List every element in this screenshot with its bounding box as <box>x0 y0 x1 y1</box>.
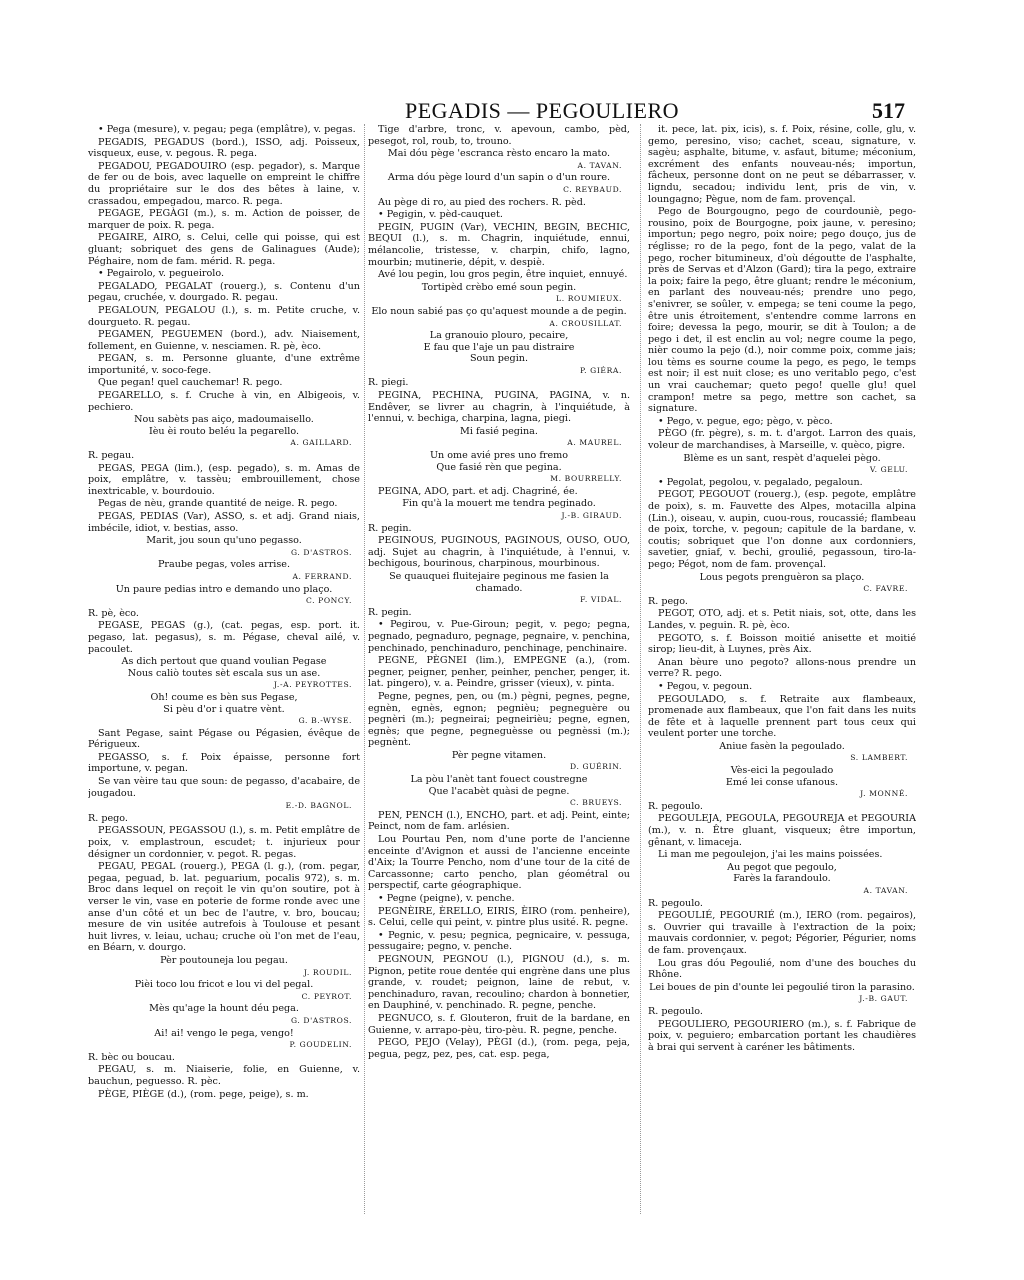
quotation-line: Ièu èi routo beléu la pegarello. <box>148 425 300 437</box>
dictionary-entry: PEGOT, PEGOUOT (rouerg.), (esp. pegote, emplâtre de poix), s. m. Fauvette des Alpes, motacilla alpina (Lin.), oiseau, v. aupin, cuou-rous, roucassié; flambeau de poix, torche, v. pegoun; capitule de la bardane, v. coutis; sobriquet que l'on donne aux cordonniers, savetier, gniaf, v. bechi, groulié, pegassoun, tiro-la-pego; Pégot, nom de fam. provençal. <box>648 489 916 570</box>
etymology-ref: R. pegoulo. <box>648 1005 703 1017</box>
dictionary-entry: Lou gras dóu Pegoulié, nom d'une des bouches du Rhône. <box>648 957 916 981</box>
etymology-ref: R. pegau. <box>88 450 135 462</box>
dictionary-entry: PEGOULIÉ, PEGOURIÉ (m.), IERO (rom. pegairos), s. Ouvrier qui travaille à l'extraction de la poix; mauvais cordonnier, v. pegot; Pégorier, Pégurier, noms de fam. provençaux. <box>648 910 916 956</box>
dictionary-entry: • Pegolat, pegolou, v. pegalado, pegaloun. <box>658 476 863 488</box>
dictionary-entry: Sant Pegase, saint Pégase ou Pégasien, évêque de Périgueux. <box>88 727 360 751</box>
dictionary-entry: PEGOULADO, s. f. Retraite aux flambeaux, promenade aux flambeaux, que l'on fait dans les nuits de fête et à laquelle prennent part tous ceux qui veulent porter une torche. <box>648 693 916 740</box>
quotation-line: Elo noun sabié pas ço qu'aquest mounde a de pegin. <box>371 305 627 317</box>
quotation-line: Lous pegots prenguèron sa plaço. <box>699 571 865 583</box>
quotation-author: C. BRUEYS. <box>570 798 622 808</box>
dictionary-entry: • Pegigin, v. pèd-cauquet. <box>378 209 503 221</box>
dictionary-entry: Avé lou pegin, lou gros pegin, être inquiet, ennuyé. <box>378 269 628 281</box>
dictionary-entry: PEGARELLO, s. f. Cruche à vin, en Albigeois, v. pechiero. <box>88 390 360 413</box>
dictionary-entry: PEGOULEJA, PEGOULA, PEGOUREJA et PEGOURIA (m.), v. n. Être gluant, visqueux; être importun, gênant, v. limaceja. <box>648 813 916 848</box>
etymology-ref: R. pego. <box>648 595 688 607</box>
quotation-author: G. B.-WYSE. <box>298 716 352 726</box>
quotation-line: Oh! coume es bèn sus Pegase, <box>150 691 298 703</box>
quotation-line: Lei boues de pin d'ounte lei pegoulié tiron la parasino. <box>649 981 915 993</box>
column-divider <box>640 124 641 1214</box>
dictionary-entry: PEGASSO, s. f. Poix épaisse, personne fort importune, v. pegan. <box>88 751 360 775</box>
etymology-ref: R. pegoulo. <box>648 897 703 909</box>
dictionary-entry: PEGOULIERO, PEGOURIERO (m.), s. f. Fabrique de poix, v. peguiero; embarcation portant les chaudières à brai qui servent à caréner les bâtiments. <box>648 1018 916 1053</box>
dictionary-entry: PEGOT, OTO, adj. et s. Petit niais, sot, otte, dans les Landes, v. peguin. R. pè, èco. <box>648 608 916 631</box>
etymology-ref: R. pego. <box>88 812 128 824</box>
quotation-line: Soun pegin. <box>469 353 528 365</box>
quotation-line: Blème es un sant, respèt d'aquelei pègo. <box>683 452 881 464</box>
etymology-ref: R. pegin. <box>368 606 412 618</box>
quotation-line: Au pegot que pegoulo, <box>727 861 837 873</box>
quotation-line: Que l'acabèt quàsi de pegne. <box>428 785 570 797</box>
quotation-line: Se quauquei fluitejaire peginous me fasien la chamado. <box>389 570 609 594</box>
quotation-author: L. ROUMIEUX. <box>556 294 622 304</box>
dictionary-entry: Au pège di ro, au pied des rochers. R. pèd. <box>378 196 586 208</box>
quotation-author: J. MONNÉ. <box>860 789 908 799</box>
dictionary-entry: PÈGE, PIÈGE (d.), (rom. pege, peige), s. m. <box>98 1088 309 1100</box>
quotation-line: Ai! ai! vengo le pega, vengo! <box>154 1027 294 1039</box>
quotation-author: G. D'ASTROS. <box>290 547 352 557</box>
dictionary-entry: PEGASSOUN, PEGASSOU (l.), s. m. Petit emplâtre de poix, v. emplastroun, escudet; t. injurieux pour désigner un cordonnier, v. pegot. R. pegas. <box>88 825 360 860</box>
quotation-line: Nous caliò toutes sèt escala sus un ase. <box>127 667 321 679</box>
quotation-line: Tortipèd crèbo emé soun pegin. <box>421 281 577 293</box>
quotation-author: J.-B. GAUT. <box>859 994 908 1004</box>
column-divider <box>364 124 365 1214</box>
dictionary-entry: PEGINA, ADO, part. et adj. Chagriné, ée. <box>378 485 578 497</box>
quotation-author: V. GELU. <box>869 465 908 475</box>
dictionary-entry: PEGAN, s. m. Personne gluante, d'une extrême importunité, v. soco-fege. <box>88 353 360 376</box>
dictionary-entry: PEGAGE, PEGÀGI (m.), s. m. Action de poisser, de marquer de poix. R. pega. <box>88 208 360 231</box>
dictionary-entry: • Pegairolo, v. pegueirolo. <box>98 268 224 280</box>
page-title: PEGADIS — PEGOULIERO <box>405 98 679 123</box>
dictionary-entry: Pegne, pegnes, pen, ou (m.) pègni, pegnes, pegne, egnèn, egnès, egnon; pegnièu; pegneguère ou pegnèri (m.); pegneirai; pegneirièu; pegne, egnen, egnès; que pegne, pegneguèsse ou pegnèssi (m.); pegnènt. <box>368 690 630 749</box>
column-3 <box>648 124 916 1222</box>
dictionary-entry: PEGIN, PUGIN (Var), VECHIN, BEGIN, BECHIC, BEQUI (l.), s. m. Chagrin, inquiétude, ennui, mélancolie, tristesse, v. charpin, chifo, lagno, mourbin; mutinerie, dépit, v. despiè. <box>368 221 630 268</box>
quotation-author: A. GAILLARD. <box>290 438 352 448</box>
quotation-line: Praube pegas, voles arrise. <box>157 559 291 571</box>
dictionary-entry: PEGINOUS, PUGINOUS, PAGINOUS, OUSO, OUO, adj. Sujet au chagrin, à l'inquiétude, à l'ennui, v. bechigous, bourinous, charpinous, mourbinous. <box>368 535 630 570</box>
quotation-author: A. TAVAN. <box>577 160 622 170</box>
dictionary-entry: PEGOTO, s. f. Boisson moitié anisette et moitié sirop; lieu-dit, à Luynes, près Aix. <box>648 632 916 656</box>
dictionary-entry: PEGAU, PEGAL (rouerg.), PEGA (l. g.), (rom. pegar, pegaa, peguad, b. lat. peguarium, pocalis 972), s. m. Broc dans lequel on reçoit le vin qu'on soutire, pot à verser le vin, vase en poterie de forme ronde avec une anse d'un côté et un bec de l'autre, v. bro, boucau; mesure de vin usitée autrefois à Toulouse et pesant huit livres, v. leiau, uchau; cruche où l'on met de l'eau, en Béarn, v. dourgo. <box>88 861 360 954</box>
dictionary-entry: PEGO, PEJO (Velay), PÈGI (d.), (rom. pega, peja, pegua, pegz, pez, pes, cat. esp. pega, <box>368 1037 630 1060</box>
quotation-author: A. MAUREL. <box>567 438 622 448</box>
quotation-line: Si pèu d'or i quatre vènt. <box>163 703 285 715</box>
quotation-line: Pièi toco lou fricot e lou vi del pegal. <box>134 979 314 991</box>
quotation-line: Mi fasié pegina. <box>460 425 538 437</box>
quotation-line: Fin qu'à la mouert me tendra peginado. <box>402 498 596 510</box>
dictionary-entry: • Pegirou, v. Pue-Giroun; pegit, v. pego; pegna, pegnado, pegnaduro, pegnage, pegnaire, v. penchina, penchinado, penchinaduro, penchinage, penchinaire. <box>368 619 630 654</box>
dictionary-entry: • Pego, v. pegue, ego; pègo, v. pèco. <box>658 415 833 427</box>
quotation-line: Emé lei conse ufanous. <box>725 776 839 788</box>
dictionary-entry: PEGAS, PEGA (lim.), (esp. pegado), s. m. Amas de poix, emplâtre, v. tassèu; embrouillement, chose inextricable, v. bourdouio. <box>88 462 360 497</box>
dictionary-entry: • Pegne (peigne), v. penche. <box>378 893 515 904</box>
dictionary-entry: Anan bèure uno pegoto? allons-nous prendre un verre? R. pego. <box>648 656 916 680</box>
quotation-author: C. REYBAUD. <box>563 184 622 194</box>
column-2 <box>368 124 630 1222</box>
dictionary-entry: Que pegan! quel cauchemar! R. pego. <box>98 377 283 389</box>
dictionary-entry: Pegas de nèu, grande quantité de neige. R. pego. <box>98 498 338 510</box>
quotation-line: Mès qu'age la hount déu pega. <box>149 1003 299 1015</box>
quotation-line: Mai dóu pège 'escranca rèsto encaro la mato. <box>387 148 611 160</box>
dictionary-entry: PÈGO (fr. pègre), s. m. t. d'argot. Larron des quais, voleur de marchandises, à Marseille, v. quèco, pigre. <box>648 428 916 452</box>
column-1 <box>88 124 360 1222</box>
quotation-line: Marit, jou soun qu'uno pegasso. <box>146 535 302 547</box>
etymology-ref: R. pè, èco. <box>88 607 139 619</box>
quotation-line: Pèr pegne vitamen. <box>451 749 547 761</box>
etymology-ref: R. bèc ou boucau. <box>88 1051 175 1063</box>
quotation-line: Nou sabèts pas aiço, madoumaisello. <box>134 414 314 426</box>
quotation-author: M. BOURRELLY. <box>550 474 622 484</box>
dictionary-entry: • Pegou, v. pegoun. <box>658 680 753 692</box>
dictionary-entry: Se van vèire tau que soun: de pegasso, d'acabaire, de jougadou. <box>88 776 360 799</box>
dictionary-entry: PEGADIS, PEGADUS (bord.), ISSO, adj. Poisseux, visqueux, euse, v. pegous. R. pega. <box>88 136 360 160</box>
quotation-line: Arma dóu pège lourd d'un sapin o d'un roure. <box>387 172 611 184</box>
quotation-author: C. PONCY. <box>305 596 352 606</box>
dictionary-entry: Pego de Bourgougno, pego de courdouniè, pego-rousino, poix de Bourgogne, poix jaune, v. peresino; importun; pego negro, poix noire; pego douço, jus de réglisse; ro de la pego, font de la pego, valat de la pego, rocher bitumineux, d'où dégoutte de l'asphalte, près de Servas et d'Alzon (Gard); tira la pego, extraire la poix; faire la pego, être gluant; rendre le méconium, en parlant des nouveau-nés; prendre uno pego, s'enivrer, se soûler, v. empega; se teni coume la pego, être unis étroitement, s'entendre comme larrons en foire; devessa la pego, mourir, se dit à Toulon; a de pego i det, il est enclin au vol; negre coume la pego, nièr coumo la pejo (d.), noir comme poix, comme jais; lou tèms es sourne coume la pego, es pego, le temps est noir; il est nuit close; es uno veritablo pego, c'est un vrai cauchemar; queto pego! quelle glu! quel crampon! metre sa pego, mettre son cachet, sa signature. <box>648 206 916 415</box>
dictionary-entry: • Pegnic, v. pesu; pegnica, pegnicaire, v. pessuga, pessugaire; pegno, v. penche. <box>368 929 630 953</box>
quotation-author: G. D'ASTROS. <box>290 1015 352 1025</box>
dictionary-entry: PEGNUCO, s. f. Glouteron, fruit de la bardane, en Guienne, v. arrapo-pèu, tiro-pèu. R. pegne, penche. <box>368 1012 630 1036</box>
dictionary-entry: PEGNOUN, PEGNOU (l.), PIGNOU (d.), s. m. Pignon, petite roue dentée qui engrène dans une plus grande, v. roudet; peignon, laine de rebut, v. penchinaduro, ravan, recoulino; chardon à bonnetier, en Dauphiné, v. penchinado. R. pegne, penche. <box>368 953 630 1012</box>
quotation-author: P. GIÉRA. <box>579 365 622 375</box>
quotation-line: Farès la farandoulo. <box>733 873 831 885</box>
quotation-line: Aniue fasèn la pegoulado. <box>719 740 845 752</box>
quotation-author: F. VIDAL. <box>580 595 622 605</box>
dictionary-entry: PEGAS, PEDIAS (Var), ASSO, s. et adj. Grand niais, imbécile, idiot, v. bestias, asso. <box>88 511 360 534</box>
quotation-author: P. GOUDELIN. <box>289 1040 352 1050</box>
quotation-author: S. LAMBERT. <box>850 753 908 763</box>
quotation-line: Pèr poutouneja lou pegau. <box>160 954 288 966</box>
quotation-author: A. TAVAN. <box>863 886 908 895</box>
quotation-author: J.-A. PEYROTTES. <box>273 680 352 690</box>
dictionary-entry: • Pega (mesure), v. pegau; pega (emplâtre), v. pegas. <box>98 124 356 135</box>
quotation-author: A. FERRAND. <box>292 571 352 581</box>
dictionary-entry: PEGINA, PECHINA, PUGINA, PAGINA, v. n. Endêver, se livrer au chagrin, à l'inquiétude, à l'ennui, v. bechiga, charpina, lagna, piegi. <box>368 390 630 425</box>
etymology-ref: R. pegin. <box>368 522 412 534</box>
dictionary-entry: PEGASE, PEGAS (g.), (cat. pegas, esp. port. it. pegaso, lat. pegasus), s. m. Pégase, cheval ailé, v. pacoulet. <box>88 620 360 655</box>
quotation-author: J.-B. GIRAUD. <box>561 511 622 520</box>
quotation-author: C. PEYROT. <box>301 991 352 1001</box>
dictionary-entry: PEGAMEN, PEGUEMEN (bord.), adv. Niaisement, follement, en Guienne, v. nesciamen. R. pè, èco. <box>88 329 360 352</box>
quotation-line: Que fasié rèn que pegina. <box>436 461 562 473</box>
dictionary-entry: PEGADOU, PEGADOUIRO (esp. pegador), s. Marque de fer ou de bois, avec laquelle on empreint le chiffre du propriétaire sur le dos des bêtes à laine, v. crassadou, empegadou, marco. R. pega. <box>88 160 360 207</box>
dictionary-entry: PEGAU, s. m. Niaiserie, folie, en Guienne, v. bauchun, peguesso. R. pèc. <box>88 1064 360 1087</box>
quotation-line: La granouio plouro, pecaire, <box>429 330 569 342</box>
etymology-ref: R. pegoulo. <box>648 800 703 812</box>
quotation-author: A. CROUSILLAT. <box>549 318 622 328</box>
quotation-line: La pòu l'anèt tant fouect coustregne <box>410 774 588 786</box>
quotation-line: E fau que l'aje un pau distraire <box>423 341 575 353</box>
dictionary-entry: PEGALADO, PEGALAT (rouerg.), s. Contenu d'un pegau, cruchée, v. dourgado. R. pegau. <box>88 280 360 304</box>
dictionary-entry: Lou Pourtau Pen, nom d'une porte de l'ancienne enceinte d'Avignon et aussi de l'ancienne enceinte d'Aix; la Tourre Pencho, nom d'une tour de la cité de Carcassonne; carto pencho, plan géométral ou perspectif, carte géographique. <box>368 834 630 892</box>
quotation-author: J. ROUDIL. <box>303 967 352 977</box>
dictionary-entry: PEGAIRE, AIRO, s. Celui, celle qui poisse, qui est gluant; sobriquet des gens de Galinagues (Aude); Péghaire, nom de fam. mérid. R. pega. <box>88 232 360 267</box>
dictionary-entry: Tige d'arbre, tronc, v. apevoun, cambo, pèd, pesegot, rol, roub, to, trouno. <box>368 124 630 147</box>
dictionary-entry: PEGNE, PÈGNEI (lim.), EMPEGNE (a.), (rom. pegner, peigner, penher, peinher, pencher, penger, it. lat. pingero), v. a. Peindre, grisser (vieux), v. pinta. <box>368 655 630 690</box>
etymology-ref: R. piegi. <box>368 377 409 389</box>
dictionary-entry: it. pece, lat. pix, icis), s. f. Poix, résine, colle, glu, v. gemo, peresino, viso; cachet, sceau, signature, v. sagèu; asphalte, bitume, v. asfaut, bitume; méconium, excrément des enfants nouveau-nés; importun, fâcheux, personne dont on ne peut se débarrasser, v. ligndu, secadou; individu lent, pris de vin, v. loungagno; Pègue, nom de fam. provençal. <box>648 124 916 205</box>
dictionary-entry: PEGNÈIRE, ÈRELLO, EIRIS, ÈIRO (rom. penheire), s. Celui, celle qui peint, v. pintre plus usité. R. pegne. <box>368 905 630 929</box>
quotation-author: C. FAVRE. <box>863 584 908 594</box>
quotation-line: As dich pertout que quand voulian Pegase <box>121 656 327 668</box>
page-number: 517 <box>872 98 905 123</box>
dictionary-entry: PEGALOUN, PEGALOU (l.), s. m. Petite cruche, v. dourgueto. R. pegau. <box>88 304 360 328</box>
quotation-author: E.-D. BAGNOL. <box>285 801 352 811</box>
quotation-line: Un paure pedias intro e demando uno plaço. <box>115 583 333 595</box>
quotation-line: Vès-eici la pegoulado <box>730 765 834 777</box>
quotation-author: D. GUÉRIN. <box>570 762 622 772</box>
dictionary-entry: Li man me pegoulejon, j'ai les mains poissées. <box>658 849 883 861</box>
dictionary-entry: PEN, PENCH (l.), ENCHO, part. et adj. Peint, einte; Peinct, nom de fam. arlésien. <box>368 809 630 833</box>
quotation-line: Un ome avié pres uno fremo <box>429 450 569 462</box>
